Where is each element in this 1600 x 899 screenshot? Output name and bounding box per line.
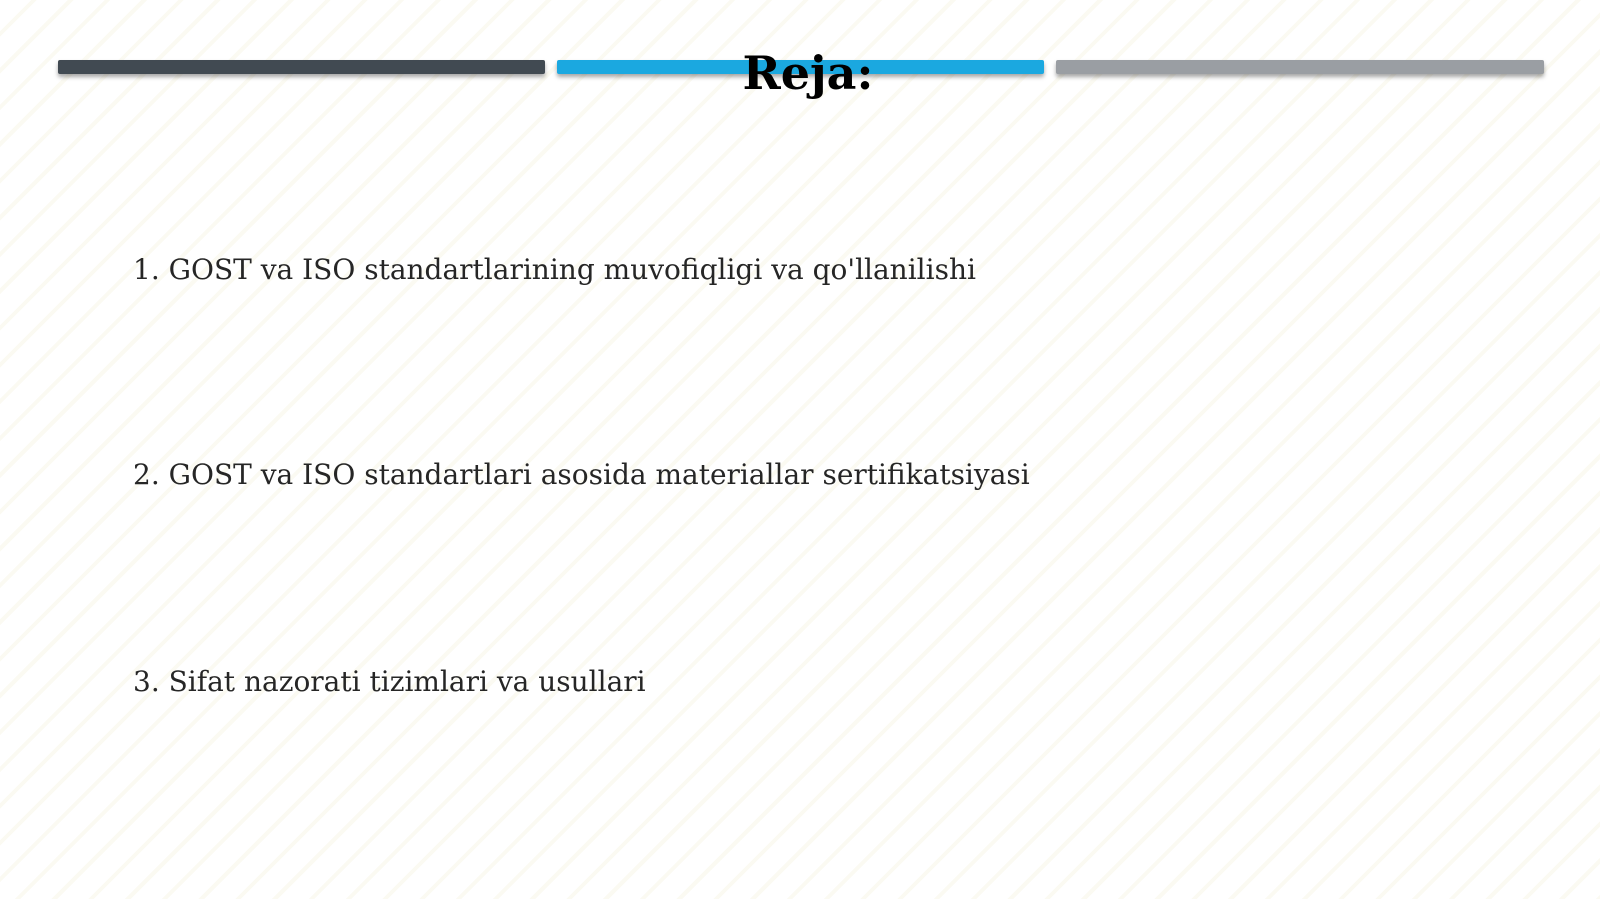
slide-title: Reja: xyxy=(742,46,874,100)
plan-item-1: 1. GOST va ISO standartlarining muvofiqligi va qo'llanilishi xyxy=(133,253,976,286)
plan-item-2: 2. GOST va ISO standartlari asosida materiallar sertifikatsiyasi xyxy=(133,458,1030,491)
plan-item-3: 3. Sifat nazorati tizimlari va usullari xyxy=(133,665,646,698)
